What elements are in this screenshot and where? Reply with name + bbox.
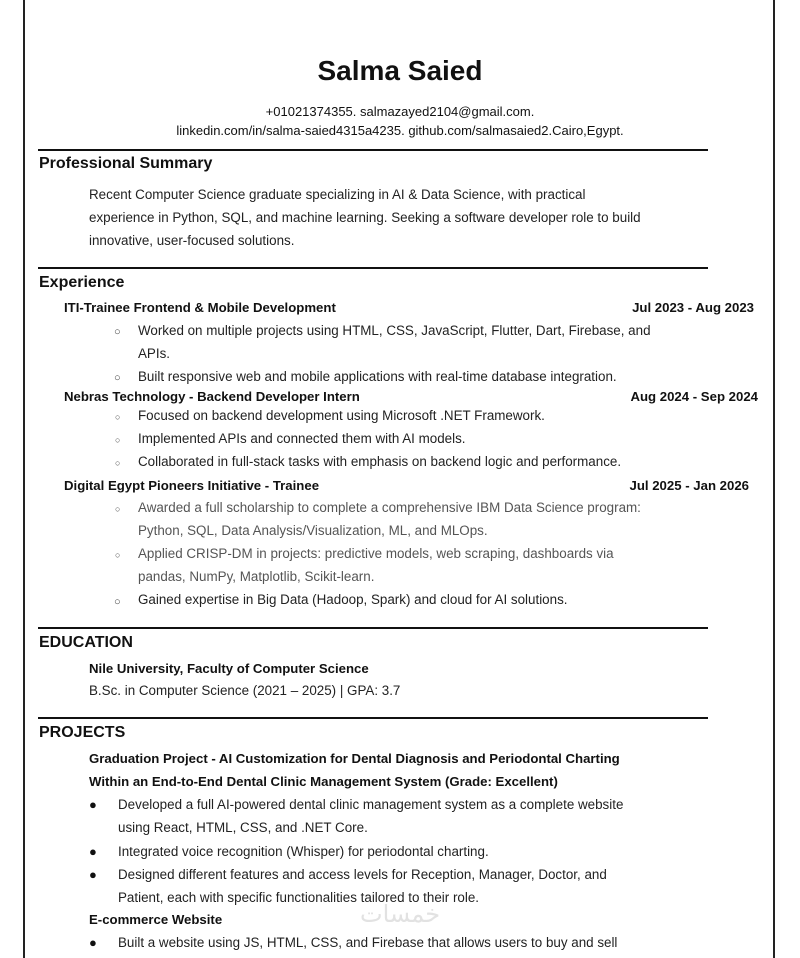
project-bullet-text: Patient, each with specific functionalities tailored to their role. xyxy=(118,890,479,905)
hollow-bullet-icon: ○ xyxy=(115,550,121,560)
education-school: Nile University, Faculty of Computer Science xyxy=(89,661,369,676)
job-title: ITI-Trainee Frontend & Mobile Development xyxy=(64,300,336,315)
filled-bullet-icon: ● xyxy=(89,935,97,950)
hollow-bullet-icon: ○ xyxy=(115,435,121,445)
job-date: Jul 2023 - Aug 2023 xyxy=(632,300,754,315)
project-title: Within an End-to-End Dental Clinic Management System (Grade: Excellent) xyxy=(89,774,558,789)
candidate-name: Salma Saied xyxy=(317,55,483,86)
job-bullet-text: Implemented APIs and connected them with AI models. xyxy=(138,431,466,446)
filled-bullet-icon: ● xyxy=(89,867,97,882)
contact-phone-email: +01021374355. salmazayed2104@gmail.com. xyxy=(265,104,535,119)
hollow-bullet-icon: ○ xyxy=(115,458,121,468)
section-title-projects: PROJECTS xyxy=(39,724,126,741)
section-divider xyxy=(38,149,708,151)
contact-links-location: linkedin.com/in/salma-saied4315a4235. github.com/salmasaied2.Cairo,Egypt. xyxy=(176,123,624,138)
project-title: Graduation Project - AI Customization for Dental Diagnosis and Periodontal Charting xyxy=(89,751,620,766)
filled-bullet-icon: ● xyxy=(89,797,97,812)
job-bullet-text: Worked on multiple projects using HTML, CSS, JavaScript, Flutter, Dart, Firebase, and xyxy=(138,323,651,338)
job-bullet-text: APIs. xyxy=(138,346,170,361)
project-bullet-text: Developed a full AI-powered dental clinic management system as a complete website xyxy=(118,797,624,812)
hollow-bullet-icon: ○ xyxy=(115,504,121,514)
hollow-bullet-icon: ○ xyxy=(114,372,121,384)
section-divider xyxy=(38,267,708,269)
job-title: Nebras Technology - Backend Developer Intern xyxy=(64,389,360,404)
job-bullet-text: Built responsive web and mobile applications with real-time database integration. xyxy=(138,369,617,384)
project-bullet-text: Designed different features and access levels for Reception, Manager, Doctor, and xyxy=(118,867,607,882)
project-title: E-commerce Website xyxy=(89,912,223,927)
job-bullet-text: Gained expertise in Big Data (Hadoop, Spark) and cloud for AI solutions. xyxy=(138,592,568,607)
education-degree: B.Sc. in Computer Science (2021 – 2025) | GPA: 3.7 xyxy=(89,683,401,698)
hollow-bullet-icon: ○ xyxy=(115,412,121,422)
job-bullet-text: Applied CRISP-DM in projects: predictive models, web scraping, dashboards via xyxy=(138,546,614,561)
job-bullet-text: Focused on backend development using Microsoft .NET Framework. xyxy=(138,408,545,423)
hollow-bullet-icon: ○ xyxy=(114,326,121,338)
section-title-summary: Professional Summary xyxy=(39,155,213,172)
job-bullet-text: pandas, NumPy, Matplotlib, Scikit-learn. xyxy=(138,569,375,584)
section-title-education: EDUCATION xyxy=(39,634,133,651)
section-divider xyxy=(38,627,708,629)
summary-line: innovative, user-focused solutions. xyxy=(89,233,295,248)
summary-line: experience in Python, SQL, and machine learning. Seeking a software developer role to build xyxy=(89,210,641,225)
job-bullet-text: Awarded a full scholarship to complete a comprehensive IBM Data Science program: xyxy=(138,500,641,515)
job-bullet-text: Python, SQL, Data Analysis/Visualization, ML, and MLOps. xyxy=(138,523,488,538)
project-bullet-text: Built a website using JS, HTML, CSS, and Firebase that allows users to buy and sell xyxy=(118,935,618,950)
filled-bullet-icon: ● xyxy=(89,844,97,859)
summary-line: Recent Computer Science graduate specializing in AI & Data Science, with practical xyxy=(89,187,586,202)
job-bullet-text: Collaborated in full-stack tasks with emphasis on backend logic and performance. xyxy=(138,454,622,469)
job-date: Aug 2024 - Sep 2024 xyxy=(630,389,758,404)
project-bullet-text: using React, HTML, CSS, and .NET Core. xyxy=(118,820,368,835)
project-bullet-text: Integrated voice recognition (Whisper) for periodontal charting. xyxy=(118,844,489,859)
section-divider xyxy=(38,717,708,719)
job-title: Digital Egypt Pioneers Initiative - Trainee xyxy=(64,478,320,493)
watermark: خمسات xyxy=(360,900,441,928)
hollow-bullet-icon: ○ xyxy=(114,596,121,608)
job-date: Jul 2025 - Jan 2026 xyxy=(629,478,749,493)
section-title-experience: Experience xyxy=(39,274,125,291)
